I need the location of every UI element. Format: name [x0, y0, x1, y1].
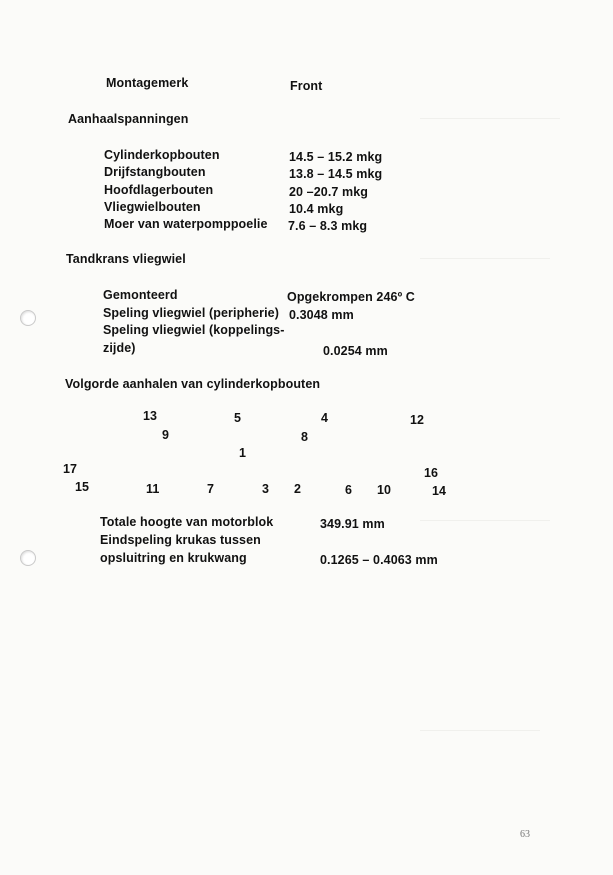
bolt-number: 12	[410, 413, 425, 427]
torque-heading: Aanhaalspanningen	[68, 112, 189, 126]
play-periphery-value: 0.3048 mm	[289, 308, 354, 322]
bolt-number: 2	[294, 482, 302, 496]
endplay-label-cont: opsluitring en krukwang	[100, 551, 247, 565]
bolt-number: 15	[75, 480, 90, 494]
bolt-number: 6	[345, 483, 353, 497]
endplay-value: 0.1265 – 0.4063 mm	[320, 553, 438, 567]
mounted-label: Gemonteerd	[103, 288, 178, 302]
torque-value: 7.6 – 8.3 mkg	[288, 219, 368, 233]
sequence-heading: Volgorde aanhalen van cylinderkopbouten	[65, 377, 321, 391]
endplay-label: Eindspeling krukas tussen	[100, 533, 261, 547]
play-clutch-label: Speling vliegwiel (koppelings-	[103, 323, 285, 337]
play-clutch-label-cont: zijde)	[103, 341, 136, 355]
bolt-number: 14	[432, 484, 447, 498]
show-through	[420, 520, 550, 521]
bolt-number: 4	[321, 411, 329, 425]
play-periphery-label: Speling vliegwiel (peripherie)	[103, 306, 279, 320]
bolt-number: 10	[377, 483, 392, 497]
show-through	[420, 258, 550, 259]
bolt-number: 17	[63, 462, 78, 476]
bolt-number: 13	[143, 409, 158, 423]
show-through	[420, 730, 540, 731]
torque-value: 14.5 – 15.2 mkg	[289, 150, 383, 164]
engine-height-value: 349.91 mm	[320, 517, 385, 531]
mounted-value: Opgekrompen 246º C	[287, 290, 415, 304]
montagemerk-label: Montagemerk	[106, 76, 189, 90]
montagemerk-value: Front	[290, 79, 323, 93]
bolt-number: 7	[207, 482, 215, 496]
play-clutch-value: 0.0254 mm	[323, 344, 388, 358]
torque-label: Moer van waterpomppoelie	[104, 217, 268, 231]
torque-value: 13.8 – 14.5 mkg	[289, 167, 383, 181]
page-number: 63	[520, 829, 530, 840]
torque-label: Vliegwielbouten	[104, 200, 201, 214]
engine-height-label: Totale hoogte van motorblok	[100, 515, 274, 529]
torque-label: Drijfstangbouten	[104, 165, 206, 179]
ring-gear-heading: Tandkrans vliegwiel	[66, 252, 186, 266]
bolt-number: 5	[234, 411, 242, 425]
bolt-number: 11	[146, 482, 160, 496]
punch-hole	[20, 310, 36, 326]
bolt-number: 3	[262, 482, 270, 496]
punch-hole	[20, 550, 36, 566]
show-through	[420, 118, 560, 119]
torque-label: Cylinderkopbouten	[104, 148, 220, 162]
torque-value: 20 –20.7 mkg	[289, 185, 369, 199]
bolt-number: 16	[424, 466, 439, 480]
bolt-number: 9	[162, 428, 170, 442]
bolt-number: 1	[239, 446, 247, 460]
torque-label: Hoofdlagerbouten	[104, 183, 214, 197]
torque-value: 10.4 mkg	[289, 202, 344, 216]
bolt-number: 8	[301, 430, 309, 444]
